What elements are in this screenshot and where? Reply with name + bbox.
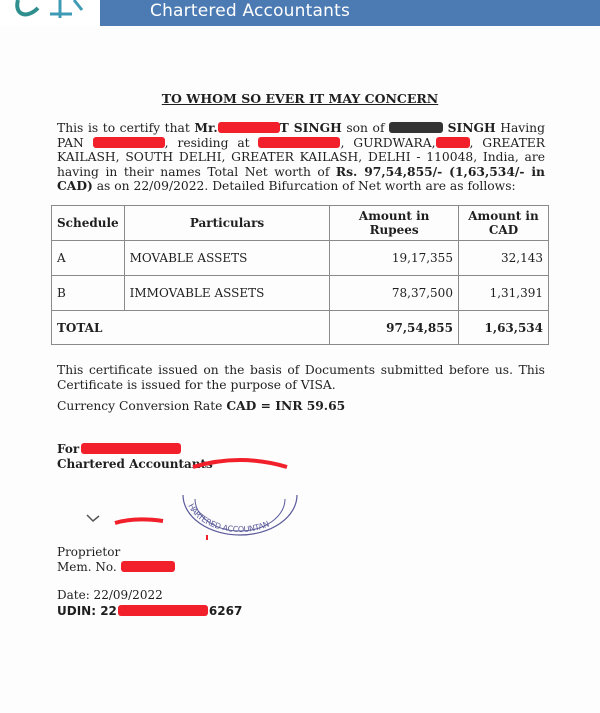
redacted-firm-name	[81, 443, 181, 454]
networth-table	[51, 205, 549, 345]
row-cad: 1,31,391	[458, 276, 548, 311]
col-particulars: Particulars	[124, 206, 330, 241]
table-header-row	[52, 206, 549, 241]
conversion-label: Currency Conversion Rate	[57, 399, 227, 413]
table-row	[52, 241, 549, 276]
intro-text-7: as on 22/09/2022. Detailed Bifurcation of Net worth are as follows:	[92, 179, 516, 193]
intro-surname: T SINGH	[279, 120, 342, 135]
row-cad: 32,143	[458, 241, 548, 276]
intro-text-4: , residing at	[164, 135, 259, 150]
redacted-mem-no	[121, 561, 175, 572]
col-amount-cad: Amount in CAD	[458, 206, 548, 241]
total-label: TOTAL	[52, 311, 330, 345]
udin-line	[57, 604, 242, 618]
certificate-date: Date: 22/09/2022	[57, 588, 163, 602]
col-schedule: Schedule	[52, 206, 125, 241]
col-amount-rupees: Amount in Rupees	[330, 206, 459, 241]
table-total-row	[52, 311, 549, 345]
firm-name: Chartered Accountants	[57, 457, 213, 471]
row-particulars: IMMOVABLE ASSETS	[124, 276, 330, 311]
total-cad: 1,63,534	[458, 311, 548, 345]
row-schedule: B	[52, 276, 125, 311]
redacted-address	[258, 137, 340, 148]
row-rupees: 78,37,500	[330, 276, 459, 311]
row-particulars: MOVABLE ASSETS	[124, 241, 330, 276]
intro-father-surname: SINGH	[447, 120, 496, 135]
signature-mark	[85, 511, 165, 529]
table-row	[52, 276, 549, 311]
total-rupees: 97,54,855	[330, 311, 459, 345]
mem-label: Mem. No.	[57, 560, 117, 574]
redacted-name	[218, 122, 280, 133]
intro-text-2: son of	[341, 121, 390, 135]
membership-line	[57, 560, 175, 574]
intro-text-3: Having PAN	[57, 121, 545, 150]
intro-text-5: , GURDWARA,	[340, 135, 436, 150]
certificate-heading	[0, 88, 600, 107]
basis-paragraph: This certificate issued on the basis of Documents submitted before us. This Certificate is issued for the purpose of VISA.	[57, 363, 545, 392]
redacted-father-name	[389, 122, 443, 133]
row-schedule: A	[52, 241, 125, 276]
proprietor-label: Proprietor	[57, 545, 121, 559]
redacted-pan	[93, 137, 165, 148]
redacted-udin	[118, 605, 208, 616]
conversion-value: CAD = INR 59.65	[226, 398, 346, 413]
letterhead-title: Chartered Accountants	[150, 1, 350, 21]
udin-prefix: UDIN: 22	[57, 604, 117, 618]
intro-networth: Rs. 97,54,855/- (1,63,534/- in CAD)	[57, 163, 546, 193]
firm-stamp	[175, 455, 305, 540]
stamp-text: HARTERED ACCOUNTAN	[186, 502, 271, 535]
redacted-address-2	[436, 137, 470, 148]
intro-text-6: , GREATER KAILASH, SOUTH DELHI, GREATER KAILASH, DELHI - 110048, India, are having in their names Total Net worth of	[57, 135, 545, 179]
logo-graphic	[0, 0, 100, 26]
udin-suffix: 6267	[208, 604, 243, 618]
row-rupees: 19,17,355	[330, 241, 459, 276]
for-label: For	[57, 442, 80, 456]
intro-mr: Mr.	[194, 120, 218, 135]
svg-text:HARTERED ACCOUNTAN	[186, 502, 270, 534]
firm-logo	[0, 0, 100, 26]
certificate-intro	[57, 121, 545, 194]
heading-text: TO WHOM SO EVER IT MAY CONCERN	[161, 91, 439, 106]
for-firm-line	[57, 442, 181, 456]
intro-text-1: This is to certify that	[57, 121, 195, 135]
conversion-rate	[57, 399, 545, 414]
